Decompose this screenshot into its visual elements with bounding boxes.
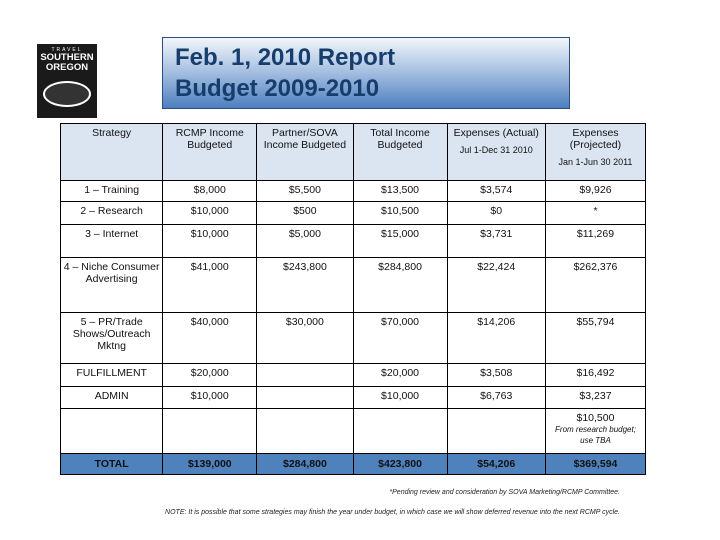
cell-value: FULFILLMENT xyxy=(76,367,147,379)
table-cell xyxy=(257,202,353,225)
logo-small-text: TRAVEL xyxy=(51,47,83,53)
cell-value: $10,000 xyxy=(190,390,229,402)
table-cell xyxy=(353,313,447,364)
table-cell xyxy=(163,313,257,364)
cell-value: $55,794 xyxy=(576,316,615,328)
table-cell xyxy=(163,258,257,313)
table-cell xyxy=(545,258,645,313)
table-row xyxy=(61,181,646,202)
table-cell xyxy=(61,202,163,225)
column-header xyxy=(447,124,545,181)
cell-value: $5,500 xyxy=(288,184,321,196)
table-cell xyxy=(353,181,447,202)
table-cell xyxy=(353,364,447,387)
table-row xyxy=(61,258,646,313)
logo-line1: SOUTHERN xyxy=(40,52,94,63)
table-cell xyxy=(353,202,447,225)
cell-value: $3,508 xyxy=(480,367,513,379)
column-header xyxy=(257,124,353,181)
table-cell xyxy=(545,364,645,387)
cell-value: $20,000 xyxy=(381,367,420,379)
table-cell xyxy=(447,181,545,202)
header-label: Total Income Budgeted xyxy=(370,127,430,151)
table-cell xyxy=(545,202,645,225)
cell-note: From research budget; use TBA xyxy=(555,425,636,445)
cell-value: $30,000 xyxy=(285,316,324,328)
cell-value: $16,492 xyxy=(576,367,615,379)
column-header xyxy=(353,124,447,181)
table-cell xyxy=(257,181,353,202)
cell-value: $500 xyxy=(293,205,317,217)
cell-value: $15,000 xyxy=(381,228,420,240)
table-cell xyxy=(447,409,545,454)
total-cell: $54,206 xyxy=(447,454,545,475)
column-header xyxy=(545,124,645,181)
header-label: Partner/SOVA Income Budgeted xyxy=(263,127,347,151)
cell-value: $5,000 xyxy=(288,228,321,240)
total-row xyxy=(61,454,646,475)
table-cell xyxy=(61,387,163,409)
cell-value: $41,000 xyxy=(190,261,229,273)
table-cell xyxy=(163,202,257,225)
footnote-note: NOTE: It is possible that some strategies may finish the year under budget, in which case we will show deferred revenue into the next RCMP cycle. xyxy=(165,509,620,516)
table-cell xyxy=(257,409,353,454)
table-cell xyxy=(257,387,353,409)
cell-value: $3,731 xyxy=(480,228,513,240)
table-row xyxy=(61,202,646,225)
footnote-pending: *Pending review and consideration by SOVA Marketing/RCMP Committee. xyxy=(389,489,620,496)
logo-line2: OREGON xyxy=(45,62,89,73)
southern-oregon-logo xyxy=(37,44,97,118)
cell-value: $11,269 xyxy=(576,228,615,240)
table-cell xyxy=(545,225,645,258)
table-cell xyxy=(545,181,645,202)
cell-value: $10,000 xyxy=(190,228,229,240)
cell-value: 2 – Research xyxy=(80,205,143,217)
table-cell xyxy=(353,409,447,454)
cell-value: $70,000 xyxy=(381,316,420,328)
table-cell xyxy=(163,387,257,409)
table-cell xyxy=(61,225,163,258)
table-cell xyxy=(257,364,353,387)
total-cell: $284,800 xyxy=(257,454,353,475)
table-cell xyxy=(447,202,545,225)
cell-value: $9,926 xyxy=(579,184,612,196)
cell-value: $8,000 xyxy=(193,184,226,196)
total-cell: $139,000 xyxy=(163,454,257,475)
column-header xyxy=(163,124,257,181)
table-cell xyxy=(545,313,645,364)
cell-value: $10,000 xyxy=(381,390,420,402)
table-row xyxy=(61,313,646,364)
cell-value: $0 xyxy=(490,205,503,217)
cell-value: $284,800 xyxy=(378,261,422,273)
table-cell xyxy=(257,258,353,313)
table-cell xyxy=(545,409,645,454)
cell-value: ADMIN xyxy=(94,390,129,402)
cell-value: $20,000 xyxy=(190,367,229,379)
title-line1: Feb. 1, 2010 Report xyxy=(175,44,396,71)
table-cell xyxy=(61,409,163,454)
header-label: RCMP Income Budgeted xyxy=(175,127,244,151)
cell-value: 3 – Internet xyxy=(85,228,139,240)
table-cell xyxy=(163,364,257,387)
table-row xyxy=(61,387,646,409)
table-cell xyxy=(163,409,257,454)
cell-value: $262,376 xyxy=(573,261,618,273)
table-cell xyxy=(61,313,163,364)
table-row xyxy=(61,409,646,454)
table-cell xyxy=(353,225,447,258)
cell-value: $3,237 xyxy=(579,390,612,402)
table-cell xyxy=(257,225,353,258)
lake-icon xyxy=(43,81,91,107)
table-row xyxy=(61,225,646,258)
cell-value: $10,000 xyxy=(190,205,229,217)
cell-value: $10,500 xyxy=(576,412,615,424)
cell-value: $6,763 xyxy=(480,390,513,402)
cell-value: $3,574 xyxy=(480,184,513,196)
cell-value: $243,800 xyxy=(282,261,327,273)
table-row xyxy=(61,364,646,387)
total-cell: TOTAL xyxy=(61,454,163,475)
title-line2: Budget 2009-2010 xyxy=(175,75,380,102)
table-cell xyxy=(353,258,447,313)
table-cell xyxy=(163,181,257,202)
table-cell xyxy=(447,387,545,409)
table-cell xyxy=(61,181,163,202)
table-cell xyxy=(447,258,545,313)
table-cell xyxy=(353,387,447,409)
table-cell xyxy=(163,225,257,258)
cell-value: $40,000 xyxy=(190,316,229,328)
table-cell xyxy=(61,364,163,387)
header-date-range: Jan 1-Jun 30 2011 xyxy=(558,157,633,167)
cell-value: 4 – Niche Consumer Advertising xyxy=(63,261,160,285)
report-title xyxy=(162,37,570,109)
table-cell xyxy=(447,364,545,387)
budget-table xyxy=(60,123,646,475)
cell-value: $13,500 xyxy=(381,184,420,196)
table-cell xyxy=(545,387,645,409)
column-header xyxy=(61,124,163,181)
cell-value: $22,424 xyxy=(477,261,516,273)
header-date-range: Jul 1-Dec 31 2010 xyxy=(459,145,533,155)
cell-value: 5 – PR/Trade Shows/Outreach Mktng xyxy=(72,316,151,352)
table-cell xyxy=(447,313,545,364)
header-label: Expenses (Actual) xyxy=(453,127,539,139)
table-cell xyxy=(61,258,163,313)
table-cell xyxy=(447,225,545,258)
header-label: Expenses (Projected) xyxy=(569,127,622,151)
cell-value: $10,500 xyxy=(381,205,420,217)
total-cell: $369,594 xyxy=(545,454,645,475)
cell-value: $14,206 xyxy=(477,316,516,328)
cell-value: * xyxy=(593,205,598,217)
cell-value: 1 – Training xyxy=(84,184,140,196)
table-cell xyxy=(257,313,353,364)
total-cell: $423,800 xyxy=(353,454,447,475)
header-label: Strategy xyxy=(92,127,132,139)
